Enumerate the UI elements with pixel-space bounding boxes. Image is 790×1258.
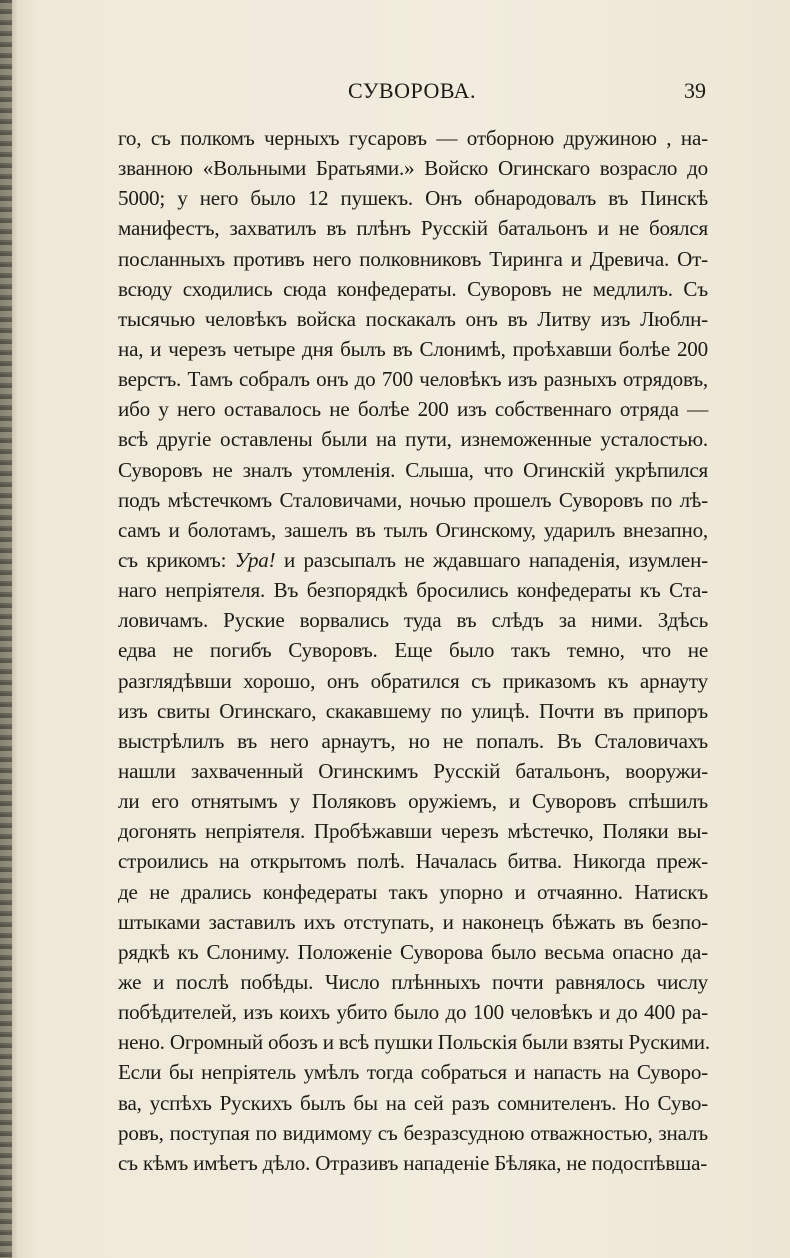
text-line: званною «Вольными Братьями.» Войско Огинскаго возрасло до [118, 156, 708, 181]
text-line: едва не погибъ Суворовъ. Еще было такъ темно, что не [118, 638, 708, 663]
text-line: разглядѣвши хорошо, онъ обратился съ приказомъ къ арнауту [118, 668, 708, 693]
text-line: ва, успѣхъ Рускихъ былъ бы на сей разъ сомнителенъ. Но Суво- [118, 1090, 708, 1115]
text-line: всѣ другіе оставлены были на пути, изнеможенные усталостью. [118, 427, 708, 452]
text-line: манифестъ, захватилъ въ плѣнъ Русскій батальонъ и не боялся [118, 216, 708, 241]
text-line: штыками заставилъ ихъ отступать, и наконецъ бѣжать въ безпо- [118, 909, 708, 934]
text-line: посланныхъ противъ него полковниковъ Тиринга и Древича. От- [118, 246, 708, 271]
text-line: де не дрались конфедераты такъ упорно и отчаянно. Натискъ [118, 879, 708, 904]
book-spine-edge [0, 0, 12, 1258]
text-line: верстъ. Тамъ собралъ онъ до 700 человѣкъ изъ разныхъ отрядовъ, [118, 367, 708, 392]
text-line: выстрѣлилъ въ него арнаутъ, но не попалъ. Въ Сталовичахъ [118, 728, 708, 753]
text-line: строились на открытомъ полѣ. Началась битва. Никогда преж- [118, 849, 708, 874]
body-text [118, 123, 708, 1178]
text-line: ибо у него оставалось не болѣе 200 изъ собственнаго отряда — [118, 397, 708, 422]
text-line: ловичамъ. Руские ворвались туда въ слѣдъ за ними. Здѣсь [118, 608, 708, 633]
text-line: изъ свиты Огинскаго, скакавшему по улицѣ. Почти въ припоръ [118, 698, 708, 723]
text-line: съ кѣмъ имѣетъ дѣло. Отразивъ нападеніе Бѣляка, не подоспѣвша- [118, 1150, 708, 1175]
text-line: на, и черезъ четыре дня былъ въ Слонимѣ, проѣхавши болѣе 200 [118, 336, 708, 361]
text-line: всюду сходились сюда конфедераты. Суворовъ не медлилъ. Съ [118, 276, 708, 301]
text-line: тысячью человѣкъ войска поскакалъ онъ въ Литву изъ Люблн- [118, 306, 708, 331]
text-line: нашли захваченный Огинскимъ Русскій батальонъ, вооружи- [118, 758, 708, 783]
page-number: 39 [684, 78, 706, 103]
text-line: ли его отнятымъ у Поляковъ оружіемъ, и Суворовъ спѣшилъ [118, 789, 708, 814]
text-line: Если бы непріятель умѣлъ тогда собраться и напасть на Суворо- [118, 1060, 708, 1085]
italic-exclamation: Ура! [234, 547, 276, 572]
text-line: рядкѣ къ Слониму. Положеніе Суворова было весьма опасно да- [118, 939, 708, 964]
page-header [118, 78, 706, 108]
text-line: догонять непріятеля. Пробѣжавши черезъ мѣстечко, Поляки вы- [118, 819, 708, 844]
text-line: же и послѣ побѣды. Число плѣнныхъ почти равнялось числу [118, 969, 708, 994]
text-line: Суворовъ не зналъ утомленія. Слыша, что Огинскій укрѣпился [118, 457, 708, 482]
text-line: побѣдителей, изъ коихъ убито было до 100 человѣкъ и до 400 ра- [118, 1000, 708, 1025]
text-line: наго непріятеля. Въ безпорядкѣ бросились конфедераты къ Ста- [118, 578, 708, 603]
text-line: 5000; у него было 12 пушекъ. Онъ обнародовалъ въ Пинскѣ [118, 186, 708, 211]
text-line: ровъ, поступая по видимому съ безразсудною отважностью, зналъ [118, 1120, 708, 1145]
text-line: подъ мѣстечкомъ Сталовичами, ночью прошелъ Суворовъ по лѣ- [118, 487, 708, 512]
text-line: нено. Огромный обозъ и всѣ пушки Польскія были взяты Рускими. [118, 1030, 710, 1055]
text-line: съ крикомъ: Ура! и разсыпалъ не ждавшаго нападенія, изумлен- [118, 547, 708, 572]
running-title: СУВОРОВА. [347, 78, 477, 103]
text-line: самъ и болотамъ, зашелъ въ тылъ Огинскому, ударилъ внезапно, [118, 517, 708, 542]
text-line: го, съ полкомъ черныхъ гусаровъ — отборною дружиною , на- [118, 126, 708, 150]
